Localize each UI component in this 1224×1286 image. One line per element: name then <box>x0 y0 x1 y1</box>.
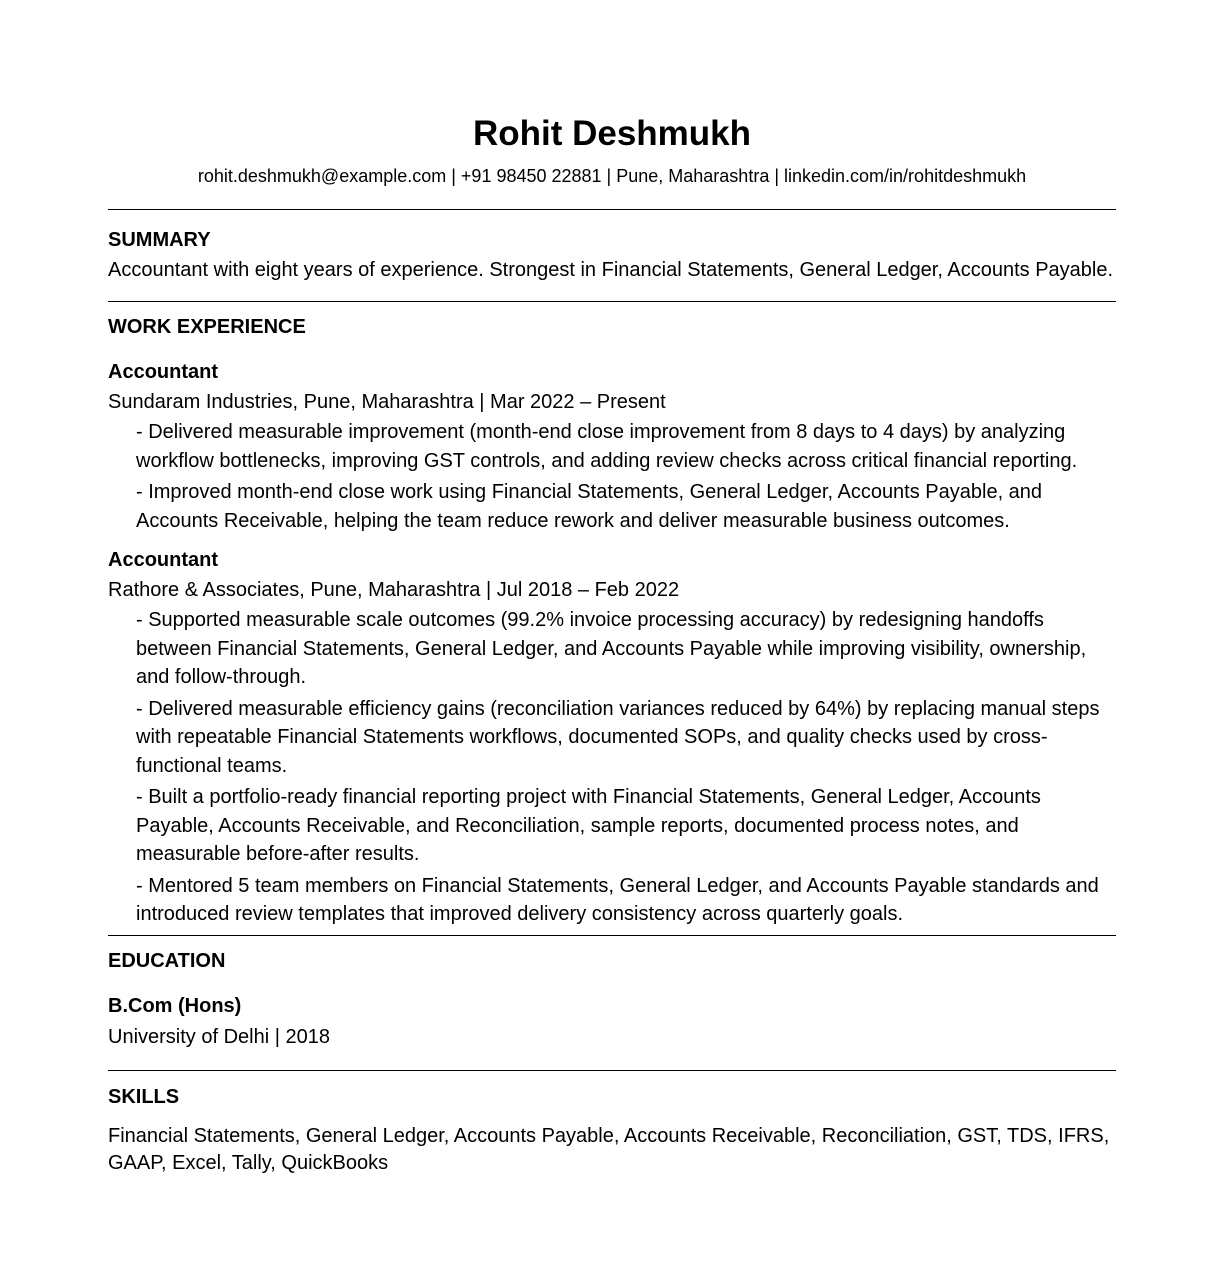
job-bullets <box>108 418 1116 535</box>
divider <box>108 935 1116 936</box>
job-bullet: - Improved month-end close work using Financial Statements, General Ledger, Accounts Payable, and Accounts Receivable, helping the team reduce rework and deliver measurable business outcomes. <box>136 481 1043 532</box>
job-entry <box>108 547 1116 929</box>
divider <box>108 209 1116 210</box>
summary-section <box>108 228 1116 285</box>
job-title: Accountant <box>108 361 218 383</box>
divider <box>108 301 1116 302</box>
job-bullet: - Supported measurable scale outcomes (99.2% invoice processing accuracy) by redesigning handoffs between Financial Statements, General Ledger, and Accounts Payable while improving visibility, ownership, and follow-through. <box>136 609 1087 688</box>
degree-title: B.Com (Hons) <box>108 994 242 1017</box>
skills-heading: SKILLS <box>108 1085 180 1108</box>
job-entry <box>108 359 1116 535</box>
skills-list: Financial Statements, General Ledger, Accounts Payable, Accounts Receivable, Reconciliation, GST, TDS, IFRS, GAAP, Excel, Tally, QuickBooks <box>108 1124 1110 1174</box>
summary-text: Accountant with eight years of experience. Strongest in Financial Statements, General Ledger, Accounts Payable. <box>108 259 1114 281</box>
job-bullet: - Mentored 5 team members on Financial Statements, General Ledger, and Accounts Payable standards and introduced review templates that improved delivery consistency across quarterly goals. <box>136 874 1099 925</box>
job-company-dates: Sundaram Industries, Pune, Maharashtra | Mar 2022 – Present <box>108 391 666 413</box>
education-section <box>108 949 1116 1050</box>
skills-section <box>108 1085 1116 1177</box>
summary-heading: SUMMARY <box>108 229 211 251</box>
job-bullet: - Delivered measurable efficiency gains (reconciliation variances reduced by 64%) by replacing manual steps with repeatable Financial Statements workflows, documented SOPs, and quality checks used by cross-functional teams. <box>136 697 1100 777</box>
job-bullet: - Built a portfolio-ready financial reporting project with Financial Statements, General Ledger, Accounts Payable, Accounts Receivable, and Reconciliation, sample reports, documented process notes, and measurable before-after results. <box>136 786 1041 865</box>
divider <box>108 1070 1116 1071</box>
job-title: Accountant <box>108 549 218 571</box>
education-heading: EDUCATION <box>108 949 226 972</box>
candidate-name: Rohit Deshmukh <box>472 114 752 153</box>
school-year: University of Delhi | 2018 <box>108 1025 330 1048</box>
work-experience-heading: WORK EXPERIENCE <box>108 316 306 338</box>
job-company-dates: Rathore & Associates, Pune, Maharashtra | Jul 2018 – Feb 2022 <box>108 579 680 601</box>
work-experience-section <box>108 315 1116 929</box>
contact-line: rohit.deshmukh@example.com | +91 98450 22881 | Pune, Maharashtra | linkedin.com/in/rohitdeshmukh <box>197 166 1027 186</box>
job-bullets <box>108 606 1116 929</box>
job-bullet: - Delivered measurable improvement (month-end close improvement from 8 days to 4 days) by analyzing workflow bottlenecks, improving GST controls, and adding review checks across critical financial reporting. <box>136 421 1078 472</box>
